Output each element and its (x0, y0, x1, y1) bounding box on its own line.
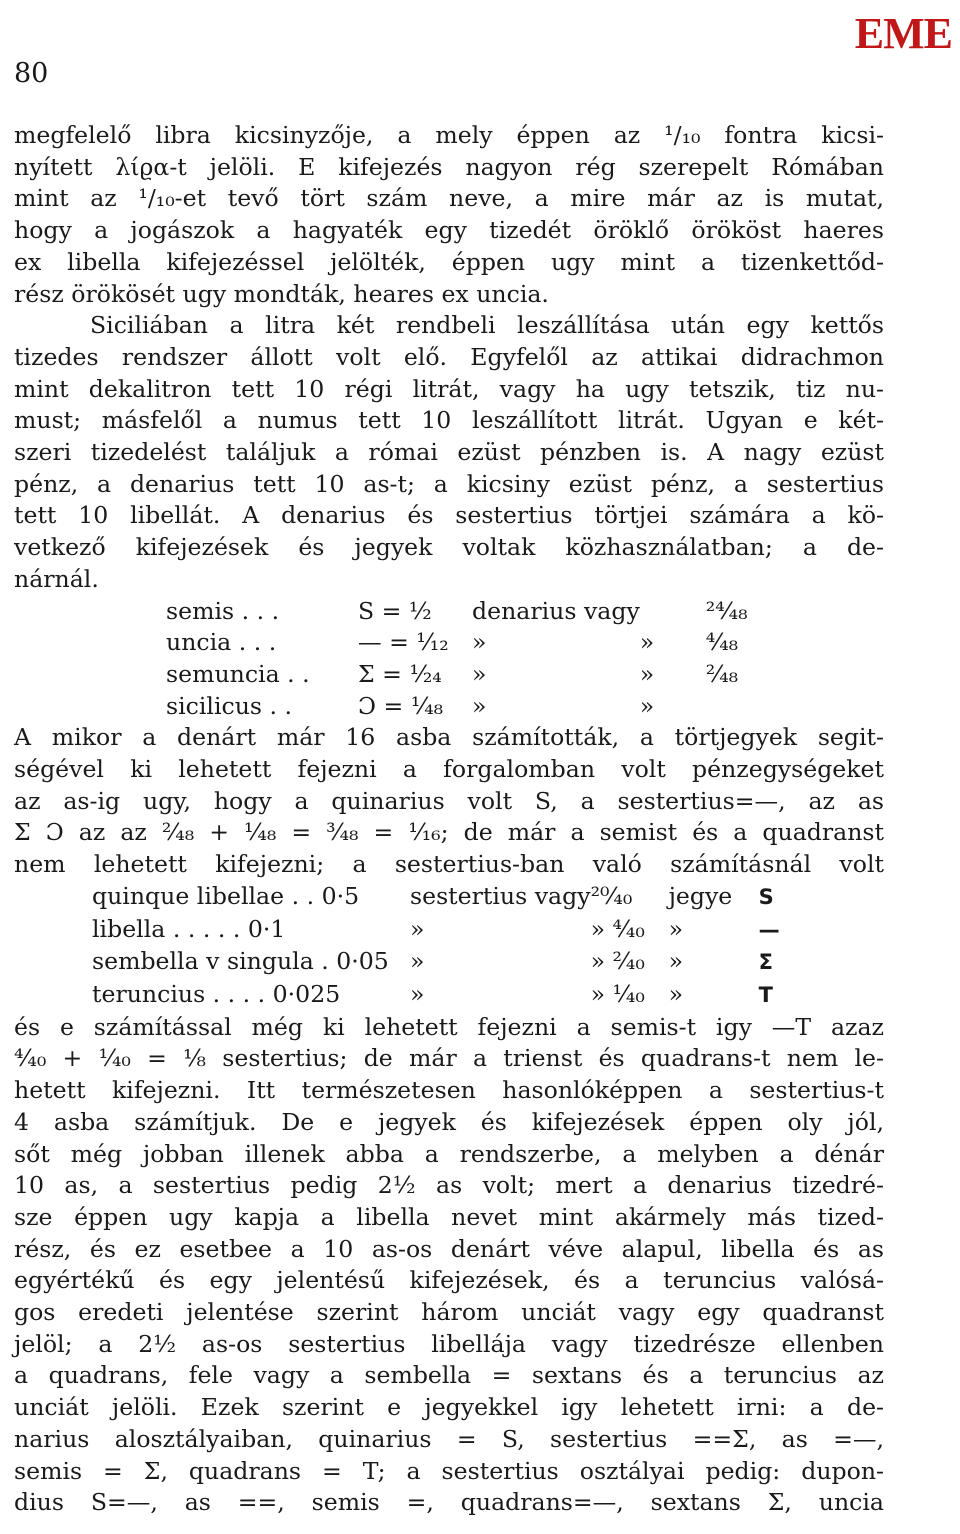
fraction-label: » (668, 914, 683, 943)
fraction-mark: — (758, 917, 780, 942)
text-line: must; másfelől a numus tett 10 leszállított litrát. Ugyan e két- (14, 406, 884, 435)
text-line: ex libella kifejezéssel jelölték, éppen ugy mint a tizenkettőd- (14, 247, 884, 276)
fraction-value: » ⁴⁄₄₀ (590, 914, 645, 943)
fraction-unit: » (472, 659, 487, 688)
text-line: pénz, a denarius tett 10 as-t; a kicsiny ezüst pénz, a sestertius (14, 469, 884, 498)
table-row (92, 881, 799, 914)
text-line: 10 as, a sestertius pedig 2½ as volt; mert a denarius tizedré- (14, 1171, 884, 1200)
text-line: ⁴⁄₄₀ + ¹⁄₄₀ = ⅛ sestertius; de már a trienst és quadrans-t nem le- (14, 1044, 884, 1073)
fraction-sign: Ɔ = ¹⁄₄₈ (358, 691, 444, 720)
text-line: ségével ki lehetett fejezni a forgalomban volt pénzegységeket (14, 755, 884, 784)
table-row (92, 946, 799, 979)
fraction-ditto: » (639, 691, 655, 720)
fraction-unit: » (410, 914, 425, 943)
text-line: A mikor a denárt már 16 asba számították, a törtjegyek segit- (14, 723, 884, 752)
text-line: egyértékű és egy jelentésű kifejezések, és a teruncius valósá- (14, 1266, 884, 1295)
fraction-name: quinque libellae . . 0·5 (92, 881, 360, 910)
text-line: sze éppen ugy kapja a libella nevet mint akármely más tized- (14, 1202, 884, 1231)
fraction-name: sicilicus . . (166, 691, 293, 720)
text-line: rész örökösét ugy mondták, heares ex uncia. (14, 279, 549, 308)
fraction-unit: » (410, 979, 425, 1008)
fraction-value: ²⁰⁄₄₀ (590, 881, 633, 910)
fraction-mark: Σ (758, 950, 773, 975)
fraction-ditto: » (639, 659, 655, 688)
fraction-name: semis . . . (166, 596, 280, 625)
fraction-unit: » (410, 947, 425, 976)
fraction-ditto (640, 596, 706, 628)
page-number: 80 (14, 58, 49, 89)
table-row (166, 627, 748, 659)
text-line: mint az ¹/₁₀-et tevő tört szám neve, a mire már az is mutat, (14, 184, 884, 213)
eme-logo: EME (854, 9, 952, 58)
text-line: nyített λίϱα-t jelöli. E kifejezés nagyon rég szerepelt Rómában (14, 152, 884, 181)
text-line: hogy a jogászok a hagyaték egy tizedét öröklő örököst haeres (14, 216, 884, 245)
text-line: rész, és ez esetbee a 10 as-os denárt véve alapul, libella és as (14, 1234, 884, 1263)
fraction-ditto: » (639, 628, 655, 657)
sestertius-fraction-table (92, 881, 799, 1012)
fraction-sign: Σ = ¹⁄₂₄ (358, 659, 442, 688)
fraction-mark: T (758, 982, 773, 1007)
table-row (92, 914, 799, 947)
fraction-unit: denarius vagy (472, 596, 640, 625)
fraction-value: » ¹⁄₄₀ (590, 979, 645, 1008)
text-line: dius S=—, as ==, semis =, quadrans=—, sextans Σ, uncia (14, 1488, 884, 1517)
fraction-value: ²⁄₄₈ (705, 659, 739, 688)
text-line: Σ Ɔ az az ²⁄₄₈ + ¹⁄₄₈ = ³⁄₄₈ = ¹⁄₁₆; de már a semist és a quadranst (14, 818, 884, 847)
fraction-value: ²⁴⁄₄₈ (705, 596, 748, 625)
text-line: unciát jelöli. Ezek szerint e jegyekkel igy lehetett irni: a de- (14, 1393, 884, 1422)
fraction-value: » ²⁄₄₀ (590, 947, 645, 976)
fraction-value (706, 691, 748, 723)
fraction-unit: sestertius vagy (410, 881, 591, 910)
fraction-label: » (668, 947, 683, 976)
fraction-mark: S (758, 884, 774, 909)
text-line: mint dekalitron tett 10 régi litrát, vagy ha ugy tetszik, tiz nu- (14, 374, 884, 403)
fraction-name: libella . . . . . 0·1 (92, 914, 286, 943)
text-line: megfelelő libra kicsinyzője, a mely éppen az ¹/₁₀ fontra kicsi- (14, 121, 884, 149)
table-row (166, 596, 748, 628)
fraction-name: teruncius . . . . 0·025 (92, 979, 341, 1008)
fraction-name: sembella v singula . 0·05 (92, 947, 389, 976)
text-line: nárnál. (14, 564, 99, 593)
table-row (166, 659, 748, 691)
table-row (166, 691, 748, 723)
text-line: sőt még jobban illenek abba a rendszerbe, a melyben a dénár (14, 1139, 884, 1168)
table-row (92, 979, 799, 1012)
text-line: 4 asba számítjuk. De e jegyek és kifejezések éppen oly jól, (14, 1107, 884, 1136)
text-line: hetett kifejezni. Itt természetesen hasonlóképpen a sestertius-t (14, 1076, 884, 1105)
text-line: és e számítással még ki lehetett fejezni a semis-t igy —T azaz (14, 1012, 884, 1041)
fraction-value: ⁴⁄₄₈ (705, 628, 739, 657)
text-line: gos eredeti jelentése szerint három unciát vagy egy quadranst (14, 1298, 884, 1327)
fraction-name: semuncia . . (166, 659, 310, 688)
fraction-label: » (668, 979, 683, 1008)
fraction-unit: » (472, 691, 487, 720)
denarius-fraction-table (166, 596, 748, 723)
text-line: az as-ig ugy, hogy a quinarius volt S, a sestertius=—, az as (14, 786, 884, 815)
text-line: tett 10 libellát. A denarius és sestertius törtjei számára a kö- (14, 501, 884, 530)
fraction-sign: — = ¹⁄₁₂ (358, 628, 449, 657)
text-line: vetkező kifejezések és jegyek voltak közhasználatban; a de- (14, 533, 884, 562)
text-line: Siciliában a litra két rendbeli leszállítása után egy kettős (90, 311, 884, 340)
text-line: nem lehetett kifejezni; a sestertius-ban való számításnál volt (14, 850, 884, 879)
text-line: szeri tizedelést találjuk a római ezüst pénzben is. A nagy ezüst (14, 438, 884, 467)
text-line: a quadrans, fele vagy a sembella = sextans és a teruncius az (14, 1361, 884, 1390)
fraction-label: jegye (668, 881, 733, 910)
text-line: semis = Σ, quadrans = T; a sestertius osztályai pedig: dupon- (14, 1456, 884, 1485)
text-line: tizedes rendszer állott volt elő. Egyfelől az attikai didrachmon (14, 342, 884, 371)
fraction-unit: » (472, 628, 487, 657)
fraction-sign: S = ½ (358, 596, 432, 625)
text-line: narius alosztályaiban, quinarius = S, sestertius ==Σ, as =—, (14, 1424, 884, 1453)
body-text (14, 120, 884, 1519)
fraction-name: uncia . . . (166, 628, 277, 657)
text-line: jelöl; a 2½ as-os sestertius libellája vagy tizedrésze ellenben (14, 1329, 884, 1358)
